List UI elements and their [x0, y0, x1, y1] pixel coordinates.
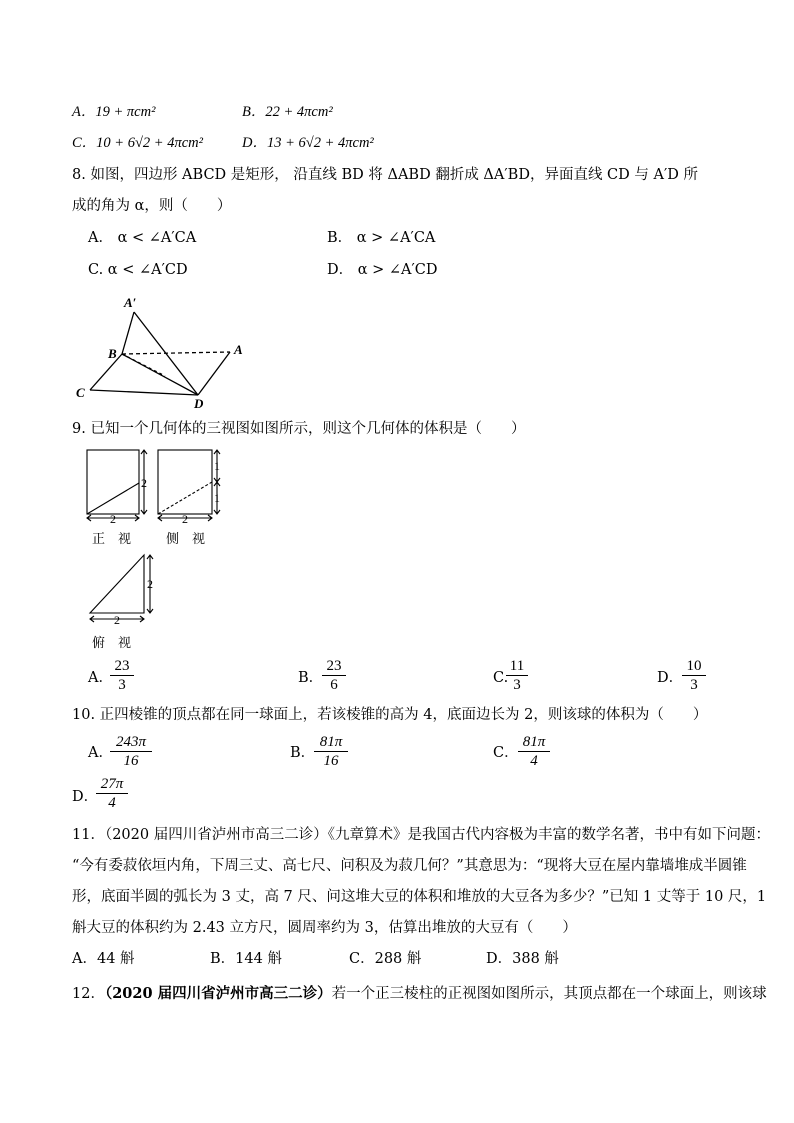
q11-stem-line3: 形，底面半圆的弧长为 3 丈，高 7 尺、问这堆大豆的体积和堆放的大豆各为多少？”已知 1 丈等于 10 尺，1 [72, 889, 767, 905]
q7-option-b: B．22 + 4πcm² [242, 104, 333, 120]
q11-option-d: D．388 斛 [486, 951, 559, 967]
point-a: A [234, 342, 243, 357]
q11-option-b: B．144 斛 [210, 951, 282, 967]
q7-option-c: C．10 + 6√2 + 4πcm² [72, 135, 203, 151]
q10-option-a-fraction: $\frac{243\pi}{16}$ [110, 733, 152, 770]
edge-d-a [198, 352, 230, 395]
side-view-hidden-line [158, 482, 212, 514]
q10-option-c-letter: C． [493, 745, 519, 761]
q11-stem-line1: 11．（2020 届四川省泸州市高三二诊）《九章算术》是我国古代内容极为丰富的数学名著，书中有如下问题： [72, 827, 770, 843]
q11-stem-line2: “今有委菽依垣内角，下周三丈、高七尺、问积及为菽几何？”其意思为：“现将大豆在屋内靠墙堆成半圆锥 [72, 858, 747, 874]
q8-option-b: B． α > ∠A′CA [327, 230, 436, 246]
q8-option-c: C. α < ∠A′CD [88, 262, 188, 278]
side-dim-1b: 1 [214, 491, 220, 505]
point-b: B [108, 346, 117, 361]
side-view-label: 侧 视 [166, 532, 206, 547]
q12-source: （2020 届四川省泸州市高三二诊） [104, 985, 332, 1002]
q10-option-a-letter: A． [88, 745, 113, 761]
edge-b-c [90, 354, 122, 390]
q9-option-d-fraction: $\frac{10}{3}$ [682, 657, 706, 694]
q10-option-b-letter: B． [290, 745, 316, 761]
q8-option-a: A． α < ∠A′CA [88, 230, 197, 246]
q11-option-a: A．44 斛 [72, 951, 135, 967]
q10-stem: 10. 正四棱锥的顶点都在同一球面上，若该棱锥的高为 4，底面边长为 2，则该球的体积为（ ） [72, 707, 708, 723]
q9-stem: 9. 已知一个几何体的三视图如图所示，则这个几何体的体积是（ ） [72, 421, 526, 437]
point-c: C [76, 385, 85, 400]
front-dim-2: 2 [141, 476, 147, 490]
q11-stem-line4: 斛大豆的体积约为 2.43 立方尺，圆周率约为 3，估算出堆放的大豆有（ ） [72, 920, 577, 936]
q11-option-c: C．288 斛 [349, 951, 422, 967]
edge-b-a-dashed [122, 352, 230, 354]
q8-option-d: D． α > ∠A′CD [327, 262, 438, 278]
q7-option-d: D．13 + 6√2 + 4πcm² [242, 135, 374, 151]
point-a-prime: A′ [124, 295, 137, 310]
top-width-2: 2 [114, 613, 120, 627]
q7-option-a: A．19 + πcm² [72, 104, 156, 120]
q9-option-b-letter: B． [298, 670, 324, 686]
q9-option-a-fraction: $\frac{23}{3}$ [110, 657, 134, 694]
q8-stem-line1: 8. 如图，四边形 ABCD 是矩形， 沿直线 BD 将 ΔABD 翻折成 ΔA′BD，异面直线 CD 与 A′D 所 [72, 167, 698, 183]
edge-a-prime-b [122, 312, 134, 354]
q10-option-b-fraction: $\frac{81\pi}{16}$ [314, 733, 348, 770]
side-width-2: 2 [182, 512, 188, 526]
point-d: D [194, 396, 204, 410]
q12-number: 12． [72, 986, 105, 1002]
q9-option-d-letter: D． [657, 670, 684, 686]
side-dim-1a: 1 [214, 459, 220, 473]
top-view-triangle [90, 555, 144, 613]
q9-option-c-fraction: $\frac{11}{3}$ [506, 657, 528, 694]
q10-option-d-fraction: $\frac{27\pi}{4}$ [96, 775, 128, 812]
front-view-label: 正 视 [92, 532, 132, 547]
q10-option-c-fraction: $\frac{81\pi}{4}$ [518, 733, 550, 770]
side-view-rect [158, 450, 212, 514]
q12-stem [72, 985, 767, 1003]
q9-option-a-letter: A． [88, 670, 113, 686]
q8-stem-line2: 成的角为 α，则（ ） [72, 198, 232, 214]
q8-figure [70, 290, 260, 410]
front-view-diagonal [87, 483, 139, 514]
edge-c-a-prime-dashed [122, 354, 165, 376]
q9-option-c-letter: C. [493, 670, 509, 686]
q10-option-d-letter: D． [72, 789, 99, 805]
q9-three-views-figure [82, 445, 232, 650]
top-view-label: 俯 视 [92, 636, 132, 651]
q12-stem-text: 若一个正三棱柱的正视图如图所示，其顶点都在一个球面上，则该球 [331, 986, 767, 1002]
edge-c-d [90, 390, 198, 395]
front-view-rect [87, 450, 139, 514]
q9-option-b-fraction: $\frac{23}{6}$ [322, 657, 346, 694]
front-width-2: 2 [110, 512, 116, 526]
top-dim-2: 2 [147, 577, 153, 591]
